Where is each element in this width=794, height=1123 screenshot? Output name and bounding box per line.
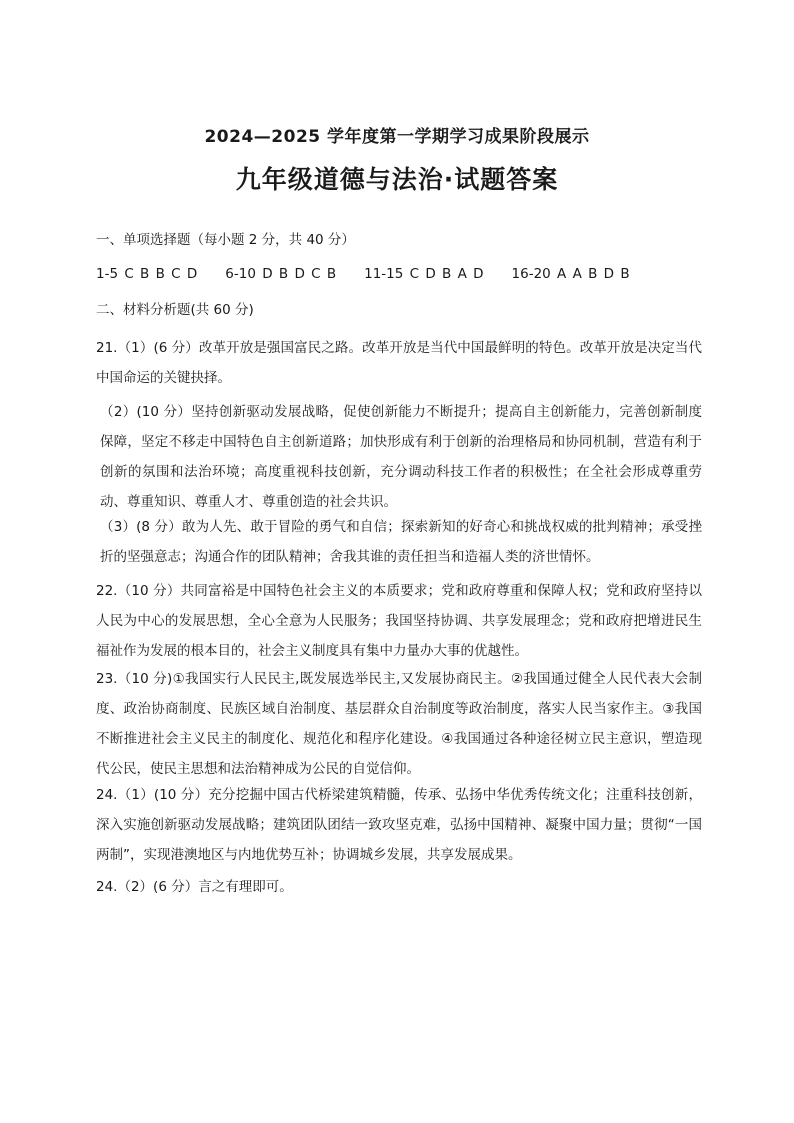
answers-6-10: 6-10 D B D C B: [225, 266, 337, 282]
answers-16-20: 16-20 A A B D B: [511, 266, 630, 282]
answers-11-15: 11-15 C D B A D: [364, 266, 484, 282]
answer-22: 22.（10 分）共同富裕是中国特色社会主义的本质要求；党和政府尊重和保障人权；党和政府坚持以人民为中心的发展思想，全心全意为人民服务；我国坚持协调、共享发展理念；党和政府把增进民生福祉作为发展的根本目的，社会主义制度具有集中力量办大事的优越性。: [96, 583, 702, 659]
answer-23: 23.（10 分)①我国实行人民民主,既发展选举民主,又发展协商民主。②我国通过健全人民代表大会制度、政治协商制度、民族区域自治制度、基层群众自治制度等政治制度，落实人民当家作主。③我国不断推进社会主义民主的制度化、规范化和程序化建设。④我国通过各种途径树立民主意识，塑造现代公民，使民主思想和法治精神成为公民的自觉信仰。: [96, 671, 702, 777]
answer-21-3: （3）(8 分）敢为人先、敢于冒险的勇气和自信；探索新知的好奇心和挑战权威的批判精神；承受挫折的坚强意志；沟通合作的团队精神；舍我其谁的责任担当和造福人类的济世情怀。: [100, 519, 702, 565]
answer-24-2: 24.（2）(6 分）言之有理即可。: [96, 879, 293, 895]
choice-answers-row: [96, 264, 702, 284]
answer-21-2: （2）(10 分）坚持创新驱动发展战略，促使创新能力不断提升；提高自主创新能力，完善创新制度保障，坚定不移走中国特色自主创新道路；加快形成有利于创新的治理格局和协同机制，营造有利于创新的氛围和法治环境；高度重视科技创新，充分调动科技工作者的积极性；在全社会形成尊重劳动、尊重知识、尊重人才、尊重创造的社会共识。: [100, 404, 702, 510]
section-1-heading: 一、单项选择题（每小题 2 分，共 40 分）: [96, 232, 355, 248]
page-title: 九年级道德与法治·试题答案: [235, 165, 559, 194]
answers-1-5: 1-5 C B B C D: [96, 266, 198, 282]
answer-24-1: 24.（1）(10 分）充分挖掘中国古代桥梁建筑精髓，传承、弘扬中华优秀传统文化；注重科技创新，深入实施创新驱动发展战略；建筑团队团结一致攻坚克难，弘扬中国精神、凝聚中国力量；贯彻“一国两制”，实现港澳地区与内地优势互补；协调城乡发展，共享发展成果。: [96, 787, 702, 863]
exam-subtitle: 2024—2025 学年度第一学期学习成果阶段展示: [204, 127, 590, 147]
answer-21-1: 21.（1）(6 分）改革开放是强国富民之路。改革开放是当代中国最鲜明的特色。改革开放是决定当代中国命运的关键抉择。: [96, 340, 702, 386]
section-2-heading: 二、材料分析题(共 60 分): [96, 302, 254, 318]
